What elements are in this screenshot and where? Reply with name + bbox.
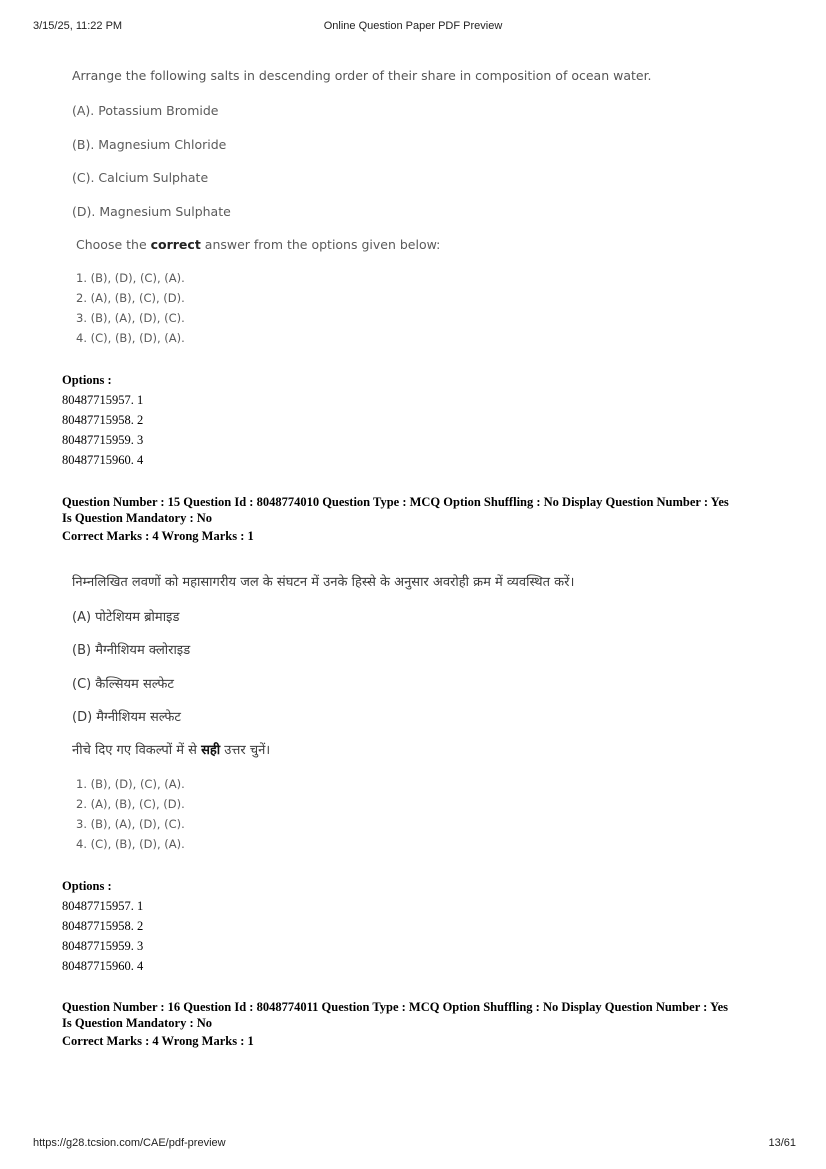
q15-marks: Correct Marks : 4 Wrong Marks : 1 [62, 529, 254, 543]
q16-header-line1: Question Number : 16 Question Id : 8048774011 Question Type : MCQ Option Shuffling : No Display Question Number : Yes [62, 1000, 729, 1014]
q15-options [62, 876, 143, 976]
q14-item-d: (D). Magnesium Sulphate [72, 204, 231, 219]
q15-choice-3: 3. (B), (A), (D), (C). [76, 817, 185, 831]
q15-choice-1: 1. (B), (D), (C), (A). [76, 777, 185, 791]
page-url: https://g28.tcsion.com/CAE/pdf-preview [33, 1137, 226, 1149]
q14-choice-2: 2. (A), (B), (C), (D). [76, 291, 185, 305]
q15-choice-4: 4. (C), (B), (D), (A). [76, 837, 185, 851]
print-datetime: 3/15/25, 11:22 PM [33, 20, 123, 32]
q15-option-2: 80487715958. 2 [62, 919, 144, 933]
q14-item-b: (B). Magnesium Chloride [72, 137, 227, 152]
q15-option-3: 80487715959. 3 [62, 939, 144, 953]
q15-header-line1: Question Number : 15 Question Id : 8048774010 Question Type : MCQ Option Shuffling : No Display Question Number : Yes [62, 495, 729, 509]
page-number: 13/61 [768, 1137, 796, 1149]
q14-option-4: 80487715960. 4 [62, 453, 144, 467]
q15-options-title: Options : [62, 879, 112, 893]
q14-option-3: 80487715959. 3 [62, 433, 144, 447]
q14-choice-4: 4. (C), (B), (D), (A). [76, 331, 185, 345]
q14-choice-1: 1. (B), (D), (C), (A). [76, 271, 185, 285]
q14-stem: Arrange the following salts in descending order of their share in composition of ocean water. [72, 68, 652, 83]
q15-item-a: (A) पोटेशियम ब्रोमाइड [72, 610, 180, 625]
q14-option-2: 80487715958. 2 [62, 413, 144, 427]
q14-choices [76, 268, 185, 348]
q15-instruction: नीचे दिए गए विकल्पों में से सही उत्तर चुनें। [72, 743, 271, 758]
q15-choices [76, 774, 185, 854]
q16-header [62, 999, 782, 1049]
q15-header-line2: Is Question Mandatory : No [62, 511, 213, 525]
q14-option-1: 80487715957. 1 [62, 393, 144, 407]
q15-stem: निम्नलिखित लवणों को महासागरीय जल के संघटन में उनके हिस्से के अनुसार अवरोही क्रम में व्यवस्थित करें। [72, 575, 575, 590]
q16-header-line2: Is Question Mandatory : No [62, 1016, 213, 1030]
q15-choice-2: 2. (A), (B), (C), (D). [76, 797, 185, 811]
q15-item-c: (C) कैल्सियम सल्फेट [72, 677, 174, 692]
document-title: Online Question Paper PDF Preview [323, 20, 503, 32]
q15-option-1: 80487715957. 1 [62, 899, 144, 913]
q14-instruction: Choose the correct answer from the options given below: [76, 237, 441, 252]
q15-item-d: (D) मैग्नीशियम सल्फेट [72, 710, 181, 725]
q15-item-b: (B) मैग्नीशियम क्लोराइड [72, 643, 191, 658]
q14-options-title: Options : [62, 373, 112, 387]
q15-option-4: 80487715960. 4 [62, 959, 144, 973]
q14-item-c: (C). Calcium Sulphate [72, 170, 209, 185]
q14-item-a: (A). Potassium Bromide [72, 103, 219, 118]
q16-marks: Correct Marks : 4 Wrong Marks : 1 [62, 1034, 254, 1048]
q14-choice-3: 3. (B), (A), (D), (C). [76, 311, 185, 325]
q14-options [62, 370, 143, 470]
q15-header [62, 494, 782, 544]
